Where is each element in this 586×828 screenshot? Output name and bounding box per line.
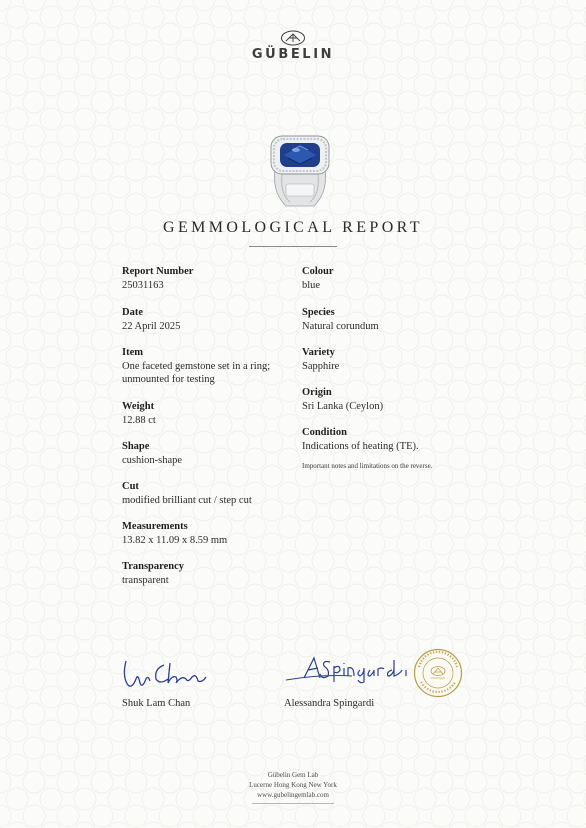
field-date: [122, 306, 180, 333]
sapphire-ring-icon: [262, 120, 338, 210]
report-title: GEMMOLOGICAL REPORT: [163, 219, 423, 236]
field-label: Measurements: [122, 521, 188, 532]
field-value: One faceted gemstone set in a ring;: [122, 361, 271, 372]
field-value: modified brilliant cut / step cut: [122, 495, 252, 506]
title-divider: [249, 246, 337, 247]
field-cut: [122, 480, 252, 507]
field-value: Sapphire: [302, 361, 340, 372]
field-label: Variety: [302, 347, 335, 358]
signature-chan-icon: [120, 655, 212, 695]
footer-divider: [252, 803, 334, 804]
field-value: cushion-shape: [122, 455, 183, 466]
field-label: Cut: [122, 481, 139, 492]
field-label: Condition: [302, 427, 347, 438]
field-label: Transparency: [122, 561, 185, 572]
footer-website-link[interactable]: www.gubelingemlab.com: [257, 791, 329, 799]
field-item: [122, 346, 270, 386]
field-label: Shape: [122, 441, 150, 452]
field-value: Sri Lanka (Ceylon): [302, 401, 384, 412]
field-value: Indications of heating (TE).: [302, 441, 419, 452]
field-label: Origin: [302, 387, 332, 398]
signatory-name-chan: Shuk Lam Chan: [122, 698, 191, 709]
field-label: Colour: [302, 266, 334, 277]
field-value-line2: unmounted for testing: [122, 374, 215, 385]
field-condition: [302, 426, 419, 453]
field-value: transparent: [122, 575, 169, 586]
field-measurements: [122, 520, 227, 547]
field-colour: [302, 265, 334, 292]
signatory-name-spingardi: Alessandra Spingardi: [284, 698, 375, 709]
field-origin: [302, 386, 383, 413]
field-label: Item: [122, 347, 143, 358]
field-value: 22 April 2025: [122, 321, 181, 332]
field-value: 13.82 x 11.09 x 8.59 mm: [122, 535, 228, 546]
field-label: Species: [302, 307, 335, 318]
field-label: Weight: [122, 401, 155, 412]
footer-lab-name: Gübelin Gem Lab: [267, 771, 319, 779]
field-value: 12.88 ct: [122, 415, 156, 426]
footer-locations: Lucerne Hong Kong New York: [249, 781, 337, 789]
brand-wordmark: GÜBELIN: [251, 47, 335, 62]
field-shape: [122, 440, 182, 467]
gem-lab-seal-icon: [413, 648, 463, 698]
field-label: Report Number: [122, 266, 194, 277]
field-transparency: [122, 560, 184, 587]
field-label: Date: [122, 307, 143, 318]
reverse-note: Important notes and limitations on the reverse.: [302, 462, 433, 470]
field-weight: [122, 400, 156, 427]
field-value: blue: [302, 280, 321, 291]
field-value: Natural corundum: [302, 321, 379, 332]
signature-spingardi-icon: [282, 652, 422, 688]
field-value: 25031163: [122, 280, 164, 291]
field-species: [302, 306, 379, 333]
gubelin-emblem-icon: [280, 30, 306, 46]
field-variety: [302, 346, 339, 373]
field-report-number: [122, 265, 193, 292]
